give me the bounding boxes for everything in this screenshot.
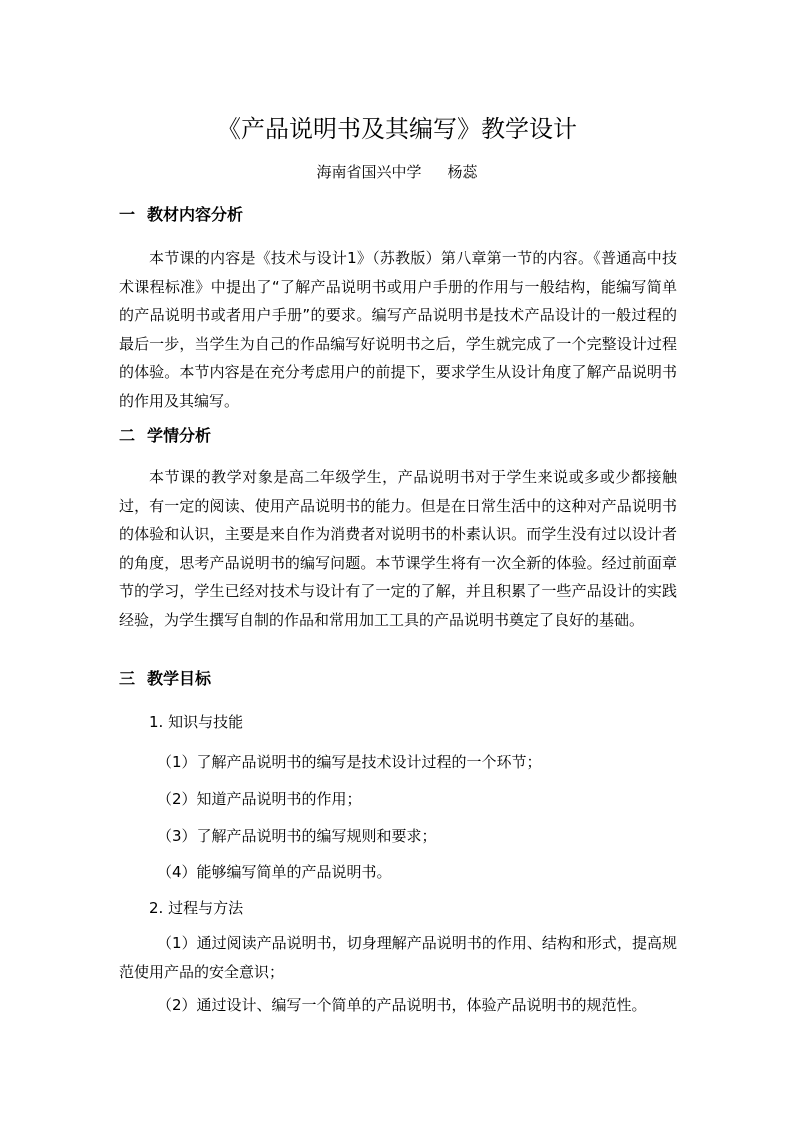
list-item: （2）知道产品说明书的作用；: [157, 790, 362, 808]
section-number: 二: [119, 426, 136, 445]
section-number: 三: [119, 669, 136, 688]
list-item: （1）了解产品说明书的编写是技术设计过程的一个环节；: [157, 753, 542, 771]
section-heading-3: [119, 666, 211, 692]
section-title: 教材内容分析: [147, 205, 244, 224]
list-item: （2）通过设计、编写一个简单的产品说明书，体验产品说明书的规范性。: [157, 996, 647, 1014]
section-heading-1: [119, 202, 243, 228]
section-title: 学情分析: [147, 426, 212, 445]
section-paragraph-1: 本节课的内容是《技术与设计1》（苏教版）第八章第一节的内容。《普通高中技术课程标准》中提出了“了解产品说明书或用户手册的作用与一般结构，能编写简单的产品说明书或者用户手册”的要求。编写产品说明书是技术产品设计的一般过程的最后一步，当学生为自己的作品编写好说明书之后，学生就完成了一个完整设计过程的体验。本节内容是在充分考虑用户的前提下，要求学生从设计角度了解产品说明书的作用及其编写。: [119, 249, 677, 410]
author-name: 杨蕊: [447, 163, 478, 181]
list-item: （3）了解产品说明书的编写规则和要求；: [157, 827, 437, 845]
document-author: [0, 160, 794, 184]
subsection-label-1: 1. 知识与技能: [149, 713, 244, 731]
section-title: 教学目标: [147, 669, 212, 688]
list-item: （4）能够编写简单的产品说明书。: [157, 863, 392, 881]
section-paragraph-2: 本节课的教学对象是高二年级学生，产品说明书对于学生来说或多或少都接触过，有一定的阅读、使用产品说明书的能力。但是在日常生活中的这种对产品说明书的体验和认识，主要是来自作为消费者对说明书的朴素认识。而学生没有过以设计者的角度，思考产品说明书的编写问题。本节课学生将有一次全新的体验。经过前面章节的学习，学生已经对技术与设计有了一定的了解，并且积累了一些产品设计的实践经验，为学生撰写自制的作品和常用加工工具的产品说明书奠定了良好的基础。: [119, 468, 677, 629]
section-heading-2: [119, 423, 211, 449]
subsection-label-2: 2. 过程与方法: [149, 899, 244, 917]
author-school: 海南省国兴中学: [316, 163, 422, 181]
section-number: 一: [119, 205, 136, 224]
document-title: 《产品说明书及其编写》教学设计: [217, 115, 577, 143]
list-item: （1）通过阅读产品说明书，切身理解产品说明书的作用、结构和形式，提高规范使用产品的安全意识；: [119, 934, 677, 981]
